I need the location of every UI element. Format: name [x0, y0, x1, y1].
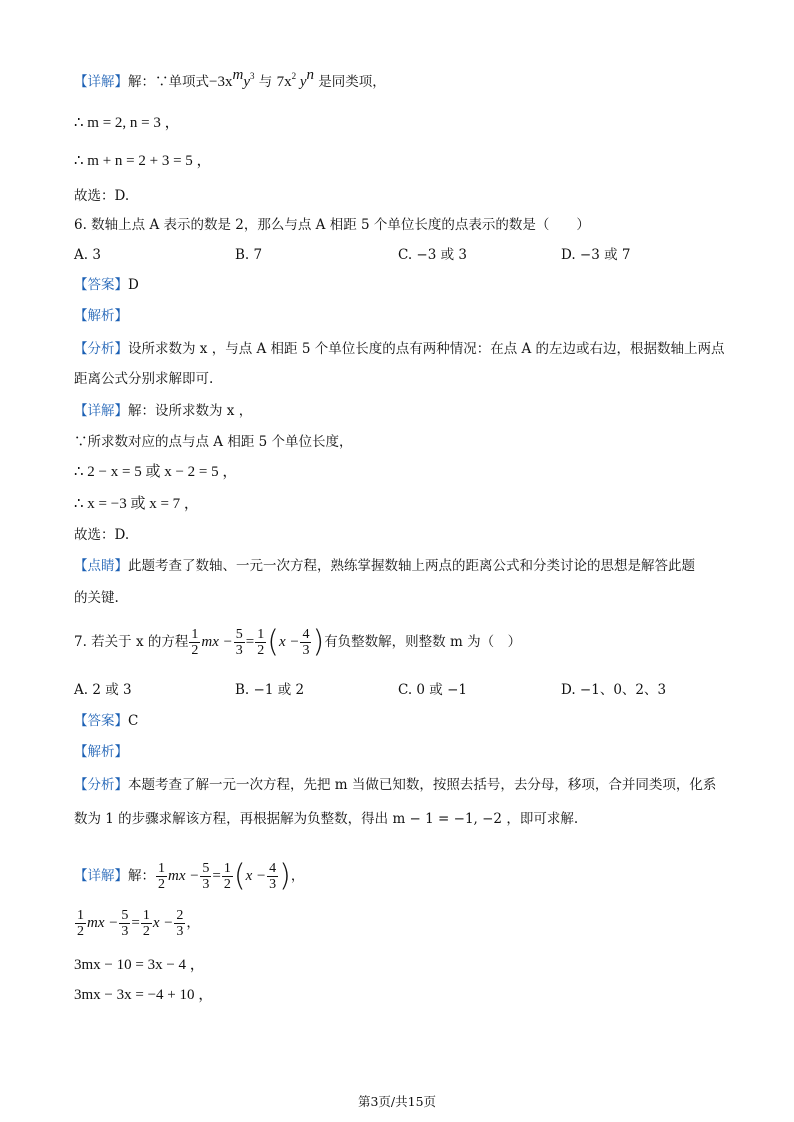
q6-fenxi-line2: 距离公式分别求解即可. [74, 371, 214, 387]
q7-stem: 7. 若关于 x 的方程 $\frac{1}{2}$ mx − $\frac{5}{3}$ = $\frac{1}{2}$ (x − $\frac{4}{3}$ )有负整数解，则整数 m 为（ ） [74, 624, 522, 660]
q6-detail-line2: ∵所求数对应的点与点 A 相距 5 个单位长度， [74, 434, 353, 450]
q7-option-c: C. 0 或 −1 [398, 682, 468, 698]
q7-detail-step4: 3mx − 3x = −4 + 10 ， [74, 987, 214, 1003]
q7-option-d: D. −1、0、2、3 [561, 682, 667, 698]
q6-option-d: D. −3 或 7 [561, 247, 631, 263]
q6-answer: 【答案】D [74, 277, 139, 293]
q7-fenxi-line1: 【分析】本题考查了解一元一次方程，先把 m 当做已知数，按照去括号，去分母，移项，合并同类项，化系 [74, 777, 717, 793]
q6-option-b: B. 7 [235, 247, 263, 263]
detail-tag: 【详解】 [74, 74, 128, 90]
q7-option-a: A. 2 或 3 [74, 682, 132, 698]
q6-option-c: C. −3 或 3 [398, 247, 468, 263]
monomial-2: $7x^2$ $y^n$ [276, 67, 314, 90]
q7-analysis-tag: 【解析】 [74, 744, 128, 760]
q5-step-mn: ∴ m = 2, n = 3 ， [74, 115, 180, 131]
fenxi-tag: 【分析】 [74, 341, 128, 357]
q7-answer: 【答案】C [74, 713, 139, 729]
q5-detail-line: 【详解】解：∵单项式$-3x^my^3$ 与 $7x^2$ $y^n$ 是同类项， [74, 67, 386, 90]
q5-choice: 故选：D. [74, 188, 130, 204]
q6-stem: 6. 数轴上点 A 表示的数是 2，那么与点 A 相距 5 个单位长度的点表示的数是（ ） [74, 217, 590, 233]
q6-analysis-tag: 【解析】 [74, 308, 128, 324]
q5-step-sum: ∴ m + n = 2 + 3 = 5 ， [74, 153, 212, 169]
q7-frac: $\frac{1}{2}$ [191, 627, 199, 658]
q6-fenxi-line1: 【分析】设所求数为 x ，与点 A 相距 5 个单位长度的点有两种情况：在点 A 的左边或右边，根据数轴上两点 [74, 341, 725, 357]
page-footer: 第3页/共15页 [357, 1094, 437, 1109]
monomial-1: $-3x^my^3$ [209, 67, 255, 90]
q6-detail-line3: ∴ 2 − x = 5 或 x − 2 = 5 ， [74, 464, 238, 480]
q6-option-a: A. 3 [74, 247, 101, 263]
detail-tag: 【详解】 [74, 403, 128, 419]
q7-detail-step2: $\frac{1}{2}$ mx − $\frac{5}{3}$ = $\frac{1}{2}$ x − $\frac{2}{3}$ ， [77, 908, 200, 939]
answer-tag: 【答案】 [74, 277, 128, 293]
q6-detail-line5: 故选：D. [74, 527, 130, 543]
q6-detail-line4: ∴ x = −3 或 x = 7 ， [74, 496, 199, 512]
answer-tag: 【答案】 [74, 713, 128, 729]
fenxi-tag: 【分析】 [74, 777, 128, 793]
q7-detail-line1: 【详解】解： $\frac{1}{2}$ mx − $\frac{5}{3}$ = $\frac{1}{2}$ (x − $\frac{4}{3}$ )， [74, 858, 305, 894]
detail-tag: 【详解】 [74, 868, 128, 884]
q6-dianjing-line2: 的关键. [74, 590, 119, 606]
q7-detail-step3: 3mx − 10 = 3x − 4 ， [74, 957, 205, 973]
q7-option-b: B. −1 或 2 [235, 682, 305, 698]
dianjing-tag: 【点睛】 [74, 558, 128, 574]
q7-fenxi-line2: 数为 1 的步骤求解该方程，再根据解为负整数，得出 m − 1 = −1, −2 ，即可求解. [74, 811, 579, 827]
q6-detail-line1: 【详解】解：设所求数为 x ， [74, 403, 253, 419]
q6-dianjing-line1: 【点睛】此题考查了数轴、一元一次方程，熟练掌握数轴上两点的距离公式和分类讨论的思想是解答此题 [74, 558, 695, 574]
